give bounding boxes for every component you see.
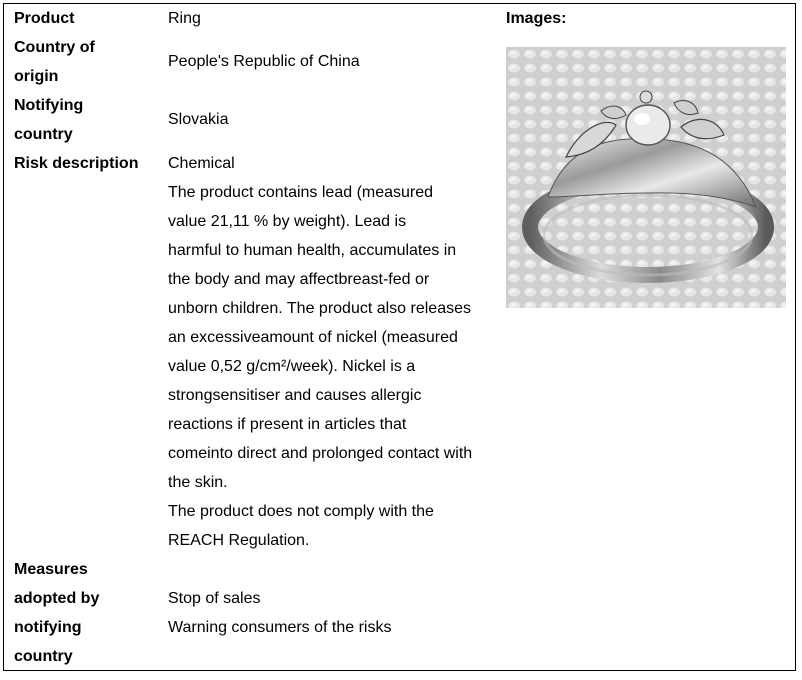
risk-line: strongsensitiser and causes allergic	[168, 387, 422, 404]
value-country-of-origin: People's Republic of China	[168, 53, 360, 70]
label-notifying-country-2: country	[14, 126, 73, 143]
risk-line: harmful to human health, accumulates in	[168, 242, 457, 259]
risk-line: The product does not comply with the	[168, 503, 434, 520]
product-photo	[506, 47, 786, 308]
risk-line: REACH Regulation.	[168, 532, 310, 549]
label-measures-4: country	[14, 648, 73, 665]
label-product: Product	[14, 10, 75, 27]
risk-line: the body and may affectbreast-fed or	[168, 271, 430, 288]
value-product: Ring	[168, 10, 201, 27]
label-measures-2: adopted by	[14, 590, 100, 607]
risk-line: the skin.	[168, 474, 228, 491]
risk-line: an excessiveamount of nickel (measured	[168, 329, 458, 346]
value-measure-warning-consumers: Warning consumers of the risks	[168, 619, 392, 636]
risk-line: value 21,11 % by weight). Lead is	[168, 213, 407, 230]
label-notifying-country-1: Notifying	[14, 97, 84, 114]
risk-line: value 0,52 g/cm²/week). Nickel is a	[168, 358, 416, 375]
label-country-of-origin-1: Country of	[14, 39, 95, 56]
label-measures-3: notifying	[14, 619, 82, 636]
ring-photo-illustration	[506, 47, 786, 308]
risk-line: comeinto direct and prolonged contact with	[168, 445, 473, 462]
label-country-of-origin-2: origin	[14, 68, 59, 85]
risk-line: unborn children. The product also releases	[168, 300, 471, 317]
risk-line: Chemical	[168, 155, 235, 172]
label-risk-description: Risk description	[14, 155, 139, 172]
risk-line: The product contains lead (measured	[168, 184, 434, 201]
value-measure-stop-of-sales: Stop of sales	[168, 590, 261, 607]
label-images: Images:	[506, 10, 567, 27]
label-measures-1: Measures	[14, 561, 88, 578]
value-notifying-country: Slovakia	[168, 111, 229, 128]
risk-line: reactions if present in articles that	[168, 416, 407, 433]
